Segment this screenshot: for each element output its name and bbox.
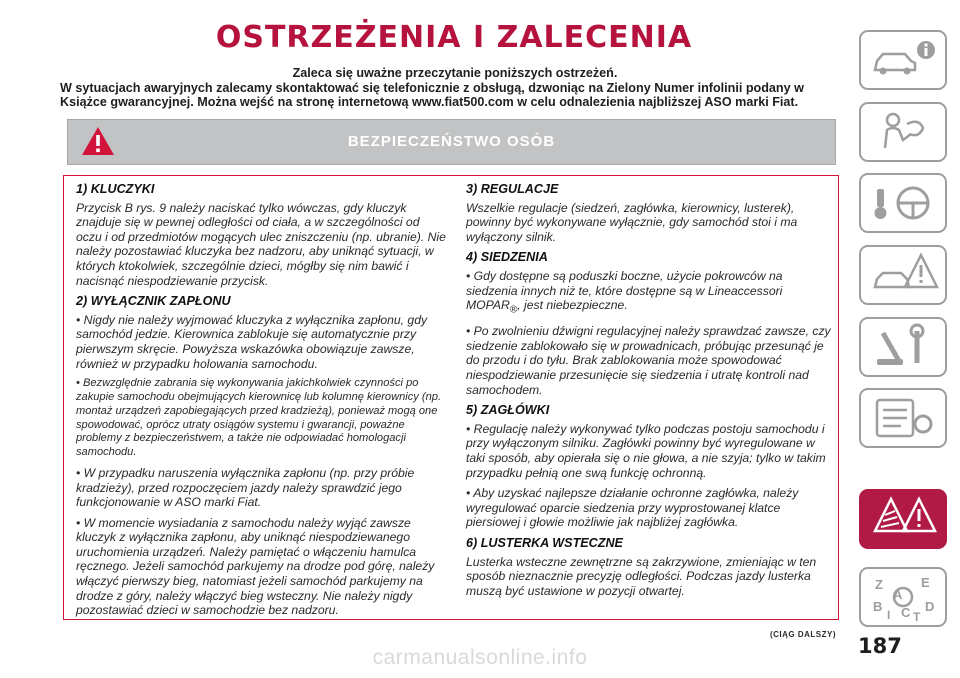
alphabetical-index-icon	[861, 569, 945, 625]
index-letter: D	[925, 599, 935, 614]
section-heading: 2) WYŁĄCZNIK ZAPŁONU	[76, 294, 231, 309]
paragraph: • W przypadku naruszenia wyłącznika zapłonu (np. przy próbie kradzieży), przed rozpoczęciem jazdy należy sprawdzić jego funkcjonowanie w ASO marki Fiat.	[76, 465, 415, 510]
tab-technical-data[interactable]	[859, 388, 947, 448]
paragraph: Wszelkie regulacje (siedzeń, zagłówka, kierownicy, lusterek), powinny być wykonywane wyłącznie, gdy samochód stoi i ma wyłączony silnik.	[466, 200, 798, 244]
paragraph	[466, 269, 836, 318]
tab-warnings[interactable]	[859, 489, 947, 549]
intro-line-1: Zaleca się uważne przeczytanie poniższych ostrzeżeń.	[292, 66, 618, 80]
section-heading: 4) SIEDZENIA	[466, 250, 548, 265]
page-number: 187	[858, 634, 902, 658]
section-banner	[67, 119, 836, 165]
continued-label: (CIĄG DALSZY)	[769, 630, 836, 639]
left-column	[76, 182, 446, 624]
text-span: , jest niebezpieczne.	[517, 298, 628, 313]
section-heading: 5) ZAGŁÓWKI	[466, 403, 550, 418]
watermark: carmanualsonline.info	[372, 646, 588, 669]
tools-icon	[861, 319, 945, 375]
index-letter: E	[921, 575, 930, 590]
section-heading: 1) KLUCZYKI	[76, 182, 155, 196]
section-title: BEZPIECZEŃSTWO OSÓB	[347, 133, 556, 150]
section-heading: 3) REGULACJE	[466, 182, 559, 196]
registered-mark: ®	[509, 304, 518, 316]
car-info-icon	[861, 32, 945, 88]
index-letter: C	[901, 605, 911, 620]
intro-line-2: W sytuacjach awaryjnych zalecamy skontaktować się telefonicznie z obsługą, dzwoniąc na Zielony Numer infolinii podany w Książce gwarancyjnej. Można wejść na stronę internetową www.fiat500.com w celu odnalezienia najbliższej ASO marki Fiat.	[60, 80, 804, 109]
key-steering-wheel-icon	[861, 175, 945, 231]
paragraph: • W momencie wysiadania z samochodu należy wyjąć zawsze kluczyk z wyłącznika zapłonu, aby uniknąć niespodziewanego uruchomienia urządzeń. Należy pamiętać o włączeniu hamulca ręcznego. Jeżeli samochód parkujemy na drodze pod górę, należy włączyć pierwszy bieg, natomiast jeżeli samochód parkujemy na drodze z góry, należy włączyć bieg wsteczny. Nie należy nigdy pozostawiać dzieci w samochodzie bez nadzoru.	[76, 515, 435, 618]
tab-car-warning[interactable]	[859, 245, 947, 305]
right-column	[466, 182, 836, 604]
paragraph: • Nigdy nie należy wyjmować kluczyka z wyłącznika zapłonu, gdy samochód jedzie. Kierownica zablokuje się automatycznie przy pierwszym skręcie. Powyższa wskazówka obowiązuje zawsze, również w przypadku holowania samochodu.	[76, 312, 428, 371]
technical-data-icon	[861, 390, 945, 446]
paragraph: • Aby uzyskać najlepsze działanie ochronne zagłówka, należy wyregulować oparcie siedzenia przy wyprostowanej klatce piersiowej i głowie możliwie jak najbliżej zagłówka.	[466, 486, 799, 530]
paragraph: • Regulację należy wykonywać tylko podczas postoju samochodu i przy wyłączonym silniku. Zagłówki powinny być wyregulowane w taki sposób, aby opierała się o nie głowa, a nie szyja; tylko w takim przypadku pełnią one swą funkcję ochronną.	[466, 421, 826, 480]
driver-airbag-icon	[861, 104, 945, 160]
paragraph: Lusterka wsteczne zewnętrzne są zakrzywione, zmieniając w ten sposób nieznacznie precyzję odległości. Podczas jazdy lusterka muszą być ustawione w pozycji otwartej.	[466, 554, 817, 598]
tab-key-steering[interactable]	[859, 173, 947, 233]
paragraph: • Po zwolnieniu dźwigni regulacyjnej należy sprawdzać zawsze, czy siedzenie zablokowało się w prowadnicach, próbując przesunąć je do przodu i do tyłu. Brak zablokowania może spowodować niespodziewanie przesunięcie się siedzenia i utratę kontroli nad samochodem.	[466, 324, 831, 397]
index-letter: T	[913, 610, 921, 624]
index-letter: A	[893, 587, 903, 602]
index-letter: Z	[875, 577, 883, 592]
section-heading: 6) LUSTERKA WSTECZNE	[466, 535, 623, 550]
warnings-icon	[861, 491, 945, 547]
page-title: OSTRZEŻENIA I ZALECENIA	[215, 20, 693, 55]
car-warning-icon	[861, 247, 945, 303]
text-span: • Gdy dostępne są poduszki boczne, użycie pokrowców na siedzenia innych niż te, które dostępne są w Lineaccessori MOPAR	[466, 268, 783, 313]
tab-tools[interactable]	[859, 317, 947, 377]
intro-text	[60, 66, 850, 110]
tab-driver-airbag[interactable]	[859, 102, 947, 162]
index-letter: I	[887, 608, 891, 622]
paragraph: Przycisk B rys. 9 należy naciskać tylko wówczas, gdy kluczyk znajduje się w pewnej odległości od ciała, a w szczególności od oczu i od przedmiotów mogących ulec zniszczeniu (np. ubranie). Nie należy pozostawiać kluczyka bez nadzoru, aby uniknąć sytuacji, w których ktokolwiek, szczególnie dzieci, mógłby się nim bawić i nacisnąć niespodziewanie przycisk.	[76, 200, 446, 288]
tab-alphabetical-index[interactable]	[859, 567, 947, 627]
paragraph: • Bezwzględnie zabrania się wykonywania jakichkolwiek czynności po zakupie samochodu obejmujących kierownicę lub kolumnę kierownicy (np. montaż urządzeń zapobiegających przed kradzieżą), ponieważ mogą one spowodować, oprócz utraty osiągów systemu i gwarancji, poważne problemy z bezpieczeństwem, a także nie odpowiadać homologacji samochodu.	[76, 377, 442, 459]
tab-car-info[interactable]	[859, 30, 947, 90]
index-letter: B	[873, 599, 883, 614]
